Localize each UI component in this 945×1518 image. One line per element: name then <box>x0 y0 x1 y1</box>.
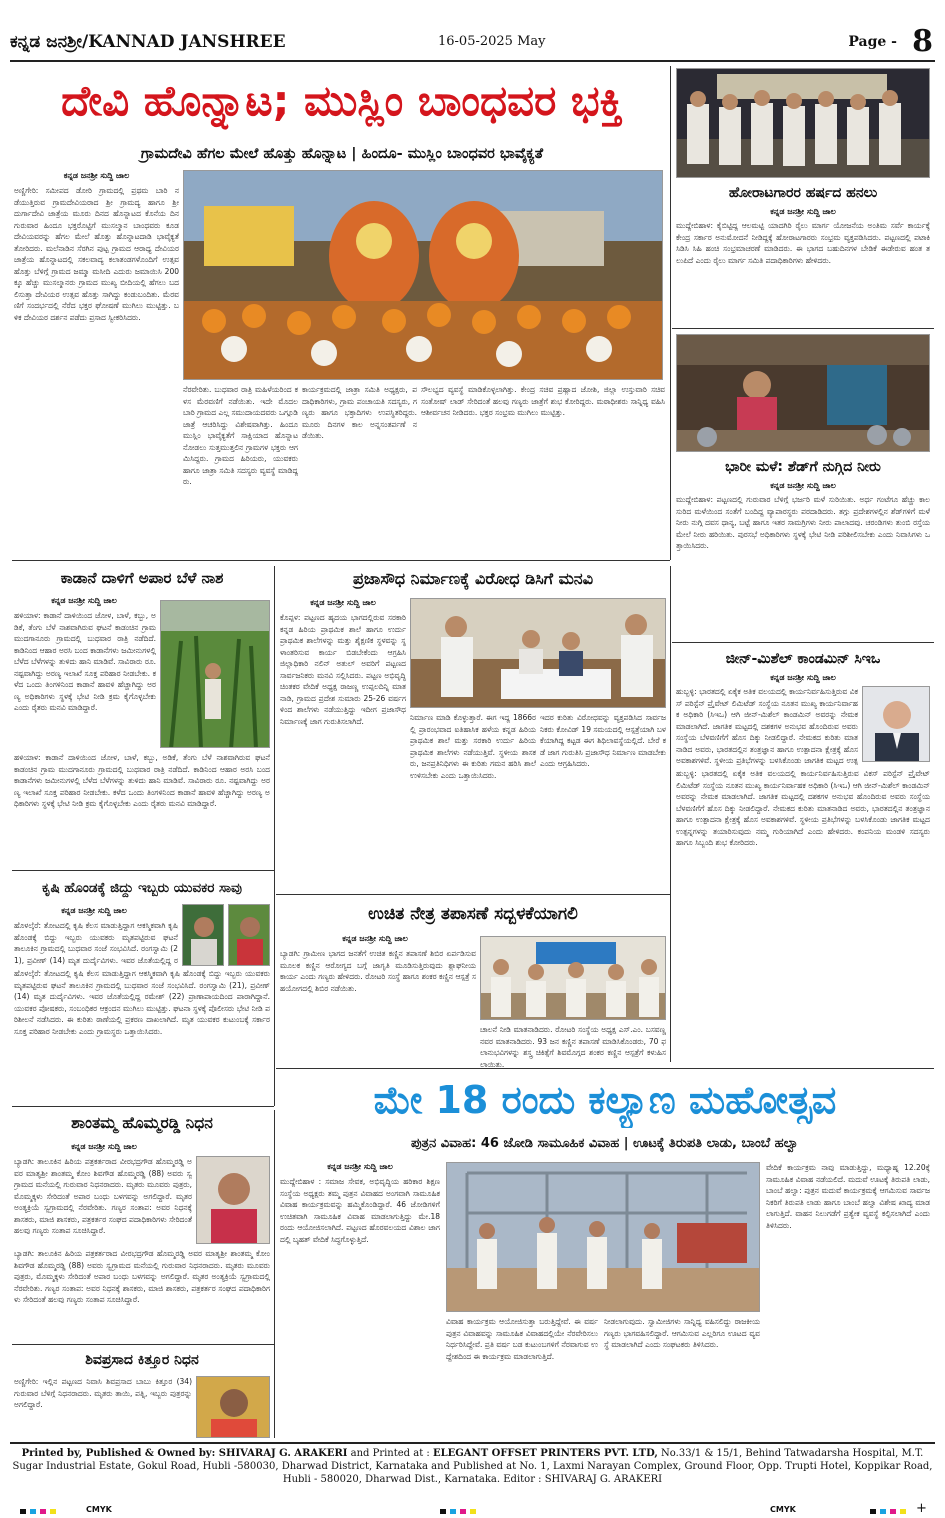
kalyana-column-1: ಮುದ್ದೇಬಿಹಾಳ : ಸಮಾಜ ಸೇವಕ, ಅಭಿವೃದ್ಧಿಯ ಹರಿಕಾರ ಶಿಕ್ಷಣ ಸಂಸ್ಥೆಯ ಅಧ್ಯಕ್ಷರು ತಮ್ಮ ಪುತ್ರನ ವಿವಾಹದ ಅಂಗವಾಗಿ ಸಾಮೂಹಿಕ ವಿವಾಹ ಕಾರ್ಯಕ್ರಮವನ್ನು ಹಮ್ಮಿಕೊಂಡಿದ್ದಾರೆ. 46 ಜೋಡಿಗಳಿಗೆ ಉಚಿತವಾಗಿ ಸಾಮೂಹಿಕ ವಿವಾಹ ಮಾಡಲಾಗುತ್ತಿದ್ದು ಮೇ.18 ರಂದು ಆಯೋಜಿಸಲಾಗಿದೆ. ಪಟ್ಟಣದ ಹೊರವಲಯದ ವಿಶಾಲ ಜಾಗದಲ್ಲಿ ಬೃಹತ್ ವೇದಿಕೆ ಸಿದ್ಧಗೊಳ್ಳುತ್ತಿದೆ. <box>280 1177 440 1244</box>
ceo-body: ಹುಬ್ಬಳ್ಳಿ: ಭಾರತದಲ್ಲಿ ಏಕೈಕ ಅತಿಕ ವಲಯದಲ್ಲಿ ಕಾರ್ಯನಿರ್ವಹಿಸುತ್ತಿರುವ ವಿಕಸ್ ಪರಿಸ್ಟೆನ್ ಪ್ರೈವೇಟ್ ಲಿಮಿಟೆಡ್ ಸಂಸ್ಥೆಯ ನೂತನ ಮುಖ್ಯ ಕಾರ್ಯನಿರ್ವಾಹಕ ಅಧಿಕಾರಿ (ಸಿಇಒ) ಆಗಿ ಜೀನ್-ಮಿಶೆಲ್ ಕಾಂಡಮಿನ್ ಅವರನ್ನು ನೇಮಕ ಮಾಡಲಾಗಿದೆ. ಜಾಗತಿಕ ಮಟ್ಟದಲ್ಲಿ ದಶಕಗಳ ಅನುಭವ ಹೊಂದಿರುವ ಅವರು ಸಂಸ್ಥೆಯ ಬೆಳವಣಿಗೆಗೆ ಹೊಸ ದಿಕ್ಕು ನೀಡಲಿದ್ದಾರೆ. ನೇಮಕದ ಕುರಿತು ಮಾತನಾಡಿದ ಅವರು, ಭಾರತದಲ್ಲಿನ ತಂತ್ರಜ್ಞಾನ ಹಾಗೂ ಉತ್ಪಾದನಾ ಕ್ಷೇತ್ರಕ್ಕೆ ಹೊಸ ಅವಕಾಶಗಳಿವೆ. ಸ್ಥಳೀಯ ಪ್ರತಿಭೆಗಳನ್ನು ಬಳಸಿಕೊಂಡು ಜಾಗತಿಕ ಮಟ್ಟದ ಉತ್ಪ <box>676 687 858 765</box>
lead-subhead: ಗ್ರಾಮದೇವಿ ಹೆಗಲ ಮೇಲೆ ಹೊತ್ತು ಹೊನ್ನಾಟ | ಹಿಂದೂ- ಮುಸ್ಲಿಂ ಬಾಂಧವರ ಭಾವೈಕ್ಯತೆ <box>140 146 544 162</box>
obit-2-headline: ಶಿವಪ್ರಸಾದ ಕಿತ್ತೂರ ನಿಧನ <box>85 1352 199 1368</box>
reg-square <box>890 1509 896 1514</box>
kalyana-column-2: ವಿವಾಹ ಕಾರ್ಯಕ್ರಮ ಆಯೋಜಿಸುತ್ತಾ ಬರುತ್ತಿದ್ದೇವೆ. ಈ ವರ್ಷ ಪುತ್ರನ ವಿವಾಹವನ್ನು ಸಾಮೂಹಿಕ ವಿವಾಹದಲ್ಲಿಯೇ ನೆರವೇರಿಸಲು ನಿರ್ಧರಿಸಿದ್ದೇವೆ. ಪ್ರತಿ ವರ್ಷ ಬಡ ಕುಟುಂಬಗಳಿಗೆ ನೆರವಾಗುವ ಉದ್ದೇಶದಿಂದ ಈ ಕಾರ್ಯಕ್ರಮ ಮಾಡಲಾಗುತ್ತಿದೆ. <box>446 1317 598 1361</box>
crop-body: ಹಳಿಯಾಳ: ಕಾಡಾನೆ ದಾಳಿಯಿಂದ ಜೋಳ, ಬಾಳೆ, ಕಬ್ಬು, ಅಡಿಕೆ, ತೆಂಗು ಬೆಳೆ ನಾಶವಾಗಿರುವ ಘಟನೆ ಕಾಡಂಚಿನ ಗ್ರಾಮ ಮುದಗಾನೂರು ಗ್ರಾಮದಲ್ಲಿ ಬುಧವಾರ ರಾತ್ರಿ ನಡೆದಿದೆ. ಕಾಡಿನಿಂದ ಆಹಾರ ಅರಸಿ ಬಂದ ಕಾಡಾನೆಗಳು ಜಮೀನುಗಳಲ್ಲಿ ಬೆಳೆದ ಬೆಳೆಗಳನ್ನು ತುಳಿದು ಹಾನಿ ಮಾಡಿವೆ. ಸಾವಿರಾರು ರೂ. ನಷ್ಟವಾಗಿದ್ದು ಅರಣ್ಯ ಇಲಾಖೆ ಸೂಕ್ತ ಪರಿಹಾರ ನೀಡಬೇಕು. ಕಳೆದ ಒಂದು ತಿಂಗಳಿನಿಂದ ಕಾಡಾನೆ ಹಾವಳಿ ಹೆಚ್ಚಾಗಿದ್ದು ಅರಣ್ಯ ಅಧಿಕಾರಿಗಳು ಸ್ಥಳಕ್ಕೆ ಭೇಟಿ ನೀಡಿ ಕ್ರಮ ಕೈಗೊಳ್ಳಬೇಕು ಎಂದು ರೈತರು ಮನವಿ ಮಾಡಿದ್ದಾರೆ. <box>14 611 156 712</box>
reg-square <box>880 1509 886 1514</box>
kalyana-column-3: ನೀಡಲಾಗುವುದು. ಸ್ವಾಮೀಜಿಗಳು ಸಾನ್ನಿಧ್ಯ ವಹಿಸಲಿದ್ದು ರಾಜಕೀಯ ಗಣ್ಯರು ಭಾಗವಹಿಸಲಿದ್ದಾರೆ. ಆಗಮಿಸುವ ಎಲ್ಲರಿಗೂ ಊಟದ ವ್ಯವಸ್ಥೆ ಮಾಡಲಾಗಿದೆ ಎಂದು ಸಂಘಟಕರು ತಿಳಿಸಿದರು. <box>604 1317 760 1349</box>
obit-1-byline: ಕನ್ನಡ ಜನಶ್ರೀ ಸುದ್ದಿ ಜಾಲ <box>71 1142 137 1151</box>
rain-body: ಮುದ್ದೇಬಿಹಾಳ: ಪಟ್ಟಣದಲ್ಲಿ ಗುರುವಾರ ಬೆಳಿಗ್ಗೆ ಭರ್ಜರಿ ಮಳೆ ಸುರಿಯಿತು. ಅರ್ಧ ಗಂಟೆಗೂ ಹೆಚ್ಚು ಕಾಲ ಸುರಿದ ಮಳೆಯಿಂದ ಸಂತೆಗೆ ಬಂದಿದ್ದ ವ್ಯಾಪಾರಸ್ಥರು ಪರದಾಡಿದರು. ತಗ್ಗು ಪ್ರದೇಶಗಳಲ್ಲಿನ ಶೆಡ್‌ಗಳಿಗೆ ಮಳೆ ನೀರು ನುಗ್ಗಿ ದವಸ ಧಾನ್ಯ, ಬಟ್ಟೆ ಹಾಗೂ ಇತರ ಸಾಮಗ್ರಿಗಳು ನೀರು ಪಾಲಾದವು. ಚರಂಡಿಗಳು ತುಂಬಿ ರಸ್ತೆಯ ಮೇಲೆ ನೀರು ಹರಿಯಿತು. ಪುರಸಭೆ ಅಧಿಕಾರಿಗಳು ಸ್ಥಳಕ್ಕೆ ಭೇಟಿ ನೀಡಿ ಪರಿಶೀಲಿಸಬೇಕು ಎಂದು ನಿವಾಸಿಗಳು ಒತ್ತಾಯಿಸಿದರು. <box>676 495 930 550</box>
obit-1-body-text: ಬ್ಯಾಡಗಿ: ತಾಲೂಕಿನ ಹಿರಿಯ ಪತ್ರಕರ್ತರಾದ ವೀರಭದ್ರಗೌಡ ಹೊಮ್ಮರಡ್ಡಿ ಅವರ ಮಾತೃಶ್ರೀ ಶಾಂತಮ್ಮ ಕೋಂ ಶಿವಗೌಡ ಹೊಮ್ಮರಡ್ಡಿ (88) ಅವರು ಸ್ವಗ್ರಾಮದ ಮನೆಯಲ್ಲಿ ಗುರುವಾರ ನಿಧನರಾದರು. ಮೃತರು ಮೂವರು ಪುತ್ರರು, ಮೊಮ್ಮಕ್ಕಳು ಸೇರಿದಂತೆ ಅಪಾರ ಬಂಧು ಬಳಗವನ್ನು ಅಗಲಿದ್ದಾರೆ. ಮೃತರ ಅಂತ್ಯಕ್ರಿಯೆ ಸ್ವಗ್ರಾಮದಲ್ಲಿ ನೆರವೇರಿತು. ಗಣ್ಯರ ಸಂತಾಪ: ಅವರ ನಿಧನಕ್ಕೆ ಶಾಸಕರು, ಮಾಜಿ ಶಾಸಕರು, ಪತ್ರಕರ್ತರ ಸಂಘದ ಪದಾಧಿಕಾರಿಗಳು ಸೇರಿದಂತೆ ಹಲವು ಗಣ್ಯರು ಸಂತಾಪ ಸೂಚಿಸಿದ್ದಾರೆ. <box>14 1249 270 1304</box>
lead-column-2: ನೆರವೇರಿತು. ಬುಧವಾರ ರಾತ್ರಿ ಮಹಿಳೆಯರಿಂದ ಕಳಸ ಮೆರವಣಿಗೆ ನಡೆಯಿತು. ಇದೇ ಮೊದಲ ಬಾರಿ ಗ್ರಾಮದ ಎಲ್ಲ ಸಮುದಾಯದವರು ಒಗ್ಗೂಡಿ ಜಾತ್ರೆ ಆಚರಿಸಿದ್ದು ವಿಶೇಷವಾಗಿತ್ತು. ಹಿಂದೂ ಮುಸ್ಲಿಂ ಭಾವೈಕ್ಯತೆಗೆ ಸಾಕ್ಷಿಯಾದ ಹೊನ್ನಾಟ ನೋಡಲು ಸುತ್ತಮುತ್ತಲಿನ ಗ್ರಾಮಗಳ ಭಕ್ತರು ಆಗಮಿಸಿದ್ದರು. ಗ್ರಾಮದ ಹಿರಿಯರು, ಯುವಕರು ಹಾಗೂ ಜಾತ್ರಾ ಸಮಿತಿ ಸದಸ್ಯರು ವ್ಯವಸ್ಥೆ ಮಾಡಿದ್ದರು. <box>183 385 298 486</box>
reg-square <box>50 1509 56 1514</box>
eye-photo <box>480 936 666 1020</box>
lead-column-3: ಕಾರ್ಯಕ್ರಮದಲ್ಲಿ ಜಾತ್ರಾ ಸಮಿತಿ ಅಧ್ಯಕ್ಷರು, ಪದಾಧಿಕಾರಿಗಳು, ಗ್ರಾಮ ಪಂಚಾಯತಿ ಸದಸ್ಯರು, ಗಣ್ಯರು ಹಾಗೂ ಭಕ್ತಾದಿಗಳು ಉಪಸ್ಥಿತರಿದ್ದರು. ಮೂರು ದಿನಗಳ ಕಾಲ ಅನ್ನಸಂತರ್ಪಣೆ ನಡೆಯಿತು. <box>302 385 417 440</box>
protest-photo <box>676 68 930 178</box>
print-line <box>10 1442 935 1496</box>
section-divider <box>276 894 670 895</box>
section-divider <box>12 1106 274 1107</box>
section-divider <box>672 642 934 643</box>
deaths-photo-1 <box>182 904 224 966</box>
ceo-byline: ಕನ್ನಡ ಜನಶ್ರೀ ಸುದ್ದಿ ಜಾಲ <box>770 673 836 682</box>
crop-headline: ಕಾಡಾನೆ ದಾಳಿಗೆ ಅಪಾರ ಬೆಳೆ ನಾಶ <box>60 569 224 587</box>
section-divider <box>276 1068 934 1069</box>
crop-photo <box>160 600 270 748</box>
column-divider <box>670 566 671 1062</box>
column-divider <box>274 566 275 1106</box>
soudha-column-3: ಇದರ ಕುರಿತು ವಿರೋಧವನ್ನು ವ್ಯಕ್ತಪಡಿಸಿದ ಸಾರ್ವಜನಿಕರು ಕೋವಿಡ್ 19 ಸಮಯದಲ್ಲಿ ಆಸ್ಪತ್ರೆಯಾಗಿ ಬಳಕೆಯಾಗಿದ್ದ ಕಟ್ಟಡ ಈಗ ಶಿಥಿಲಾವಸ್ಥೆಯಲ್ಲಿದೆ. ಬೇರೆ ಕಡೆ ಜಾಗ ಗುರುತಿಸಿ ಪ್ರಜಾಸೌಧ ನಿರ್ಮಾಣ ಮಾಡಬೇಕು ಎಂದು ಆಗ್ರಹಿಸಿದರು. <box>540 713 666 768</box>
obit-2-portrait <box>196 1376 270 1438</box>
obit-1-portrait <box>196 1156 270 1244</box>
masthead <box>10 24 935 62</box>
rain-headline: ಭಾರೀ ಮಳೆ: ಶೆಡ್‌ಗೆ ನುಗ್ಗಿದ ನೀರು <box>725 459 881 475</box>
protest-byline: ಕನ್ನಡ ಜನಶ್ರೀ ಸುದ್ದಿ ಜಾಲ <box>770 207 836 216</box>
ceo-body-cont <box>676 768 930 1064</box>
protest-body: ಮುದ್ದೇಬಿಹಾಳ: ಕೈಬಿಟ್ಟಿದ್ದ ಆಲಮಟ್ಟಿ ಯಾದಗಿರಿ ರೈಲು ಮಾರ್ಗ ಯೋಜನೆಯ ಅಂತಿಮ ಸರ್ವೆ ಕಾರ್ಯಕ್ಕೆ ಕೇಂದ್ರ ಸರ್ಕಾರ ಅನುಮೋದನೆ ನೀಡಿದ್ದಕ್ಕೆ ಹೋರಾಟಗಾರರು ಸಂಭ್ರಮ ವ್ಯಕ್ತಪಡಿಸಿದರು. ಪಟ್ಟಣದಲ್ಲಿ ಪಟಾಕಿ ಸಿಡಿಸಿ ಸಿಹಿ ಹಂಚಿ ಸಂಭ್ರಮಾಚರಣೆ ಮಾಡಿದರು. ಈ ಭಾಗದ ಬಹುದಿನಗಳ ಬೇಡಿಕೆ ಈಡೇರುವ ಹಂತ ತಲುಪಿದೆ ಎಂದು ರೈಲು ಮಾರ್ಗ ಸಮಿತಿ ಪದಾಧಿಕಾರಿಗಳು ಹೇಳಿದರು. <box>676 221 930 265</box>
kalyana-subhead: ಪುತ್ರನ ವಿವಾಹ: 46 ಜೋಡಿ ಸಾಮೂಹಿಕ ವಿವಾಹ | ಊಟಕ್ಕೆ ತಿರುಪತಿ ಲಾಡು, ಬಾಂಬೆ ಹಲ್ವಾ <box>411 1136 799 1151</box>
deaths-body-cont <box>14 968 270 1102</box>
reg-square <box>40 1509 46 1514</box>
section-divider <box>12 870 274 871</box>
kalyana-byline: ಕನ್ನಡ ಜನಶ್ರೀ ಸುದ್ದಿ ಜಾಲ <box>327 1162 393 1171</box>
page-label: Page - <box>848 34 897 50</box>
reg-square <box>460 1509 466 1514</box>
eye-headline: ಉಚಿತ ನೇತ್ರ ತಪಾಸಣೆ ಸದ್ಬಳಕೆಯಾಗಲಿ <box>368 904 578 924</box>
reg-square <box>440 1509 446 1514</box>
eye-column-1: ಬ್ಯಾಡಗಿ: ಗ್ರಾಮೀಣ ಭಾಗದ ಜನತೆಗೆ ಉಚಿತ ಕಣ್ಣಿನ ತಪಾಸಣೆ ಶಿಬಿರ ಏರ್ಪಡಿಸುವ ಮೂಲಕ ಕಣ್ಣಿನ ಆರೋಗ್ಯದ ಬಗ್ಗೆ ಜಾಗೃತಿ ಮೂಡಿಸುತ್ತಿರುವುದು ಶ್ಲಾಘನೀಯ ಕಾರ್ಯ ಎಂದು ಗಣ್ಯರು ಹೇಳಿದರು. ರೋಟರಿ ಸಂಸ್ಥೆ ಹಾಗೂ ಶಂಕರ ಕಣ್ಣಿನ ಆಸ್ಪತ್ರೆ ಸಹಯೋಗದಲ್ಲಿ ಶಿಬಿರ ನಡೆಯಿತು. <box>280 949 476 993</box>
festival-procession-image <box>184 171 663 380</box>
ceo-headline: ಜೀನ್-ಮಿಶೆಲ್ ಕಾಂಡಮಿನ್ ಸಿಇಒ <box>725 651 881 667</box>
cmyk-label-left: CMYK <box>86 1505 112 1514</box>
reg-square <box>900 1509 906 1514</box>
crop-body-cont <box>14 752 270 866</box>
reg-square <box>20 1509 26 1514</box>
issue-date: 16-05-2025 May <box>438 34 546 49</box>
section-divider <box>672 328 934 329</box>
crop-mark-icon: + <box>916 1501 927 1516</box>
deaths-body: ಹೊಳಲ್ಕೆರೆ: ತೋಟದಲ್ಲಿ ಕೃಷಿ ಕೆಲಸ ಮಾಡುತ್ತಿದ್ದಾಗ ಆಕಸ್ಮಿಕವಾಗಿ ಕೃಷಿ ಹೊಂಡಕ್ಕೆ ಬಿದ್ದು ಇಬ್ಬರು ಯುವಕರು ಮೃತಪಟ್ಟಿರುವ ಘಟನೆ ತಾಲೂಕಿನ ಗ್ರಾಮದಲ್ಲಿ ಬುಧವಾರ ಸಂಜೆ ಸಂಭವಿಸಿದೆ. ರಂಗಸ್ವಾಮಿ (21), ಪ್ರವೀಣ್ (14) ಮೃತ ದುರ್ದೈವಿಗಳು. ಇವರ ಜೊತೆಯಲ್ಲಿದ್ದ ರ <box>14 921 178 965</box>
obit-1-body-cont <box>14 1248 270 1340</box>
deaths-byline: ಕನ್ನಡ ಜನಶ್ರೀ ಸುದ್ದಿ ಜಾಲ <box>61 906 127 915</box>
kalyana-photo <box>446 1162 760 1312</box>
deaths-photo-2 <box>228 904 270 966</box>
crop-byline: ಕನ್ನಡ ಜನಶ್ರೀ ಸುದ್ದಿ ಜಾಲ <box>51 596 117 605</box>
print-line-3: Hubli - 580020, Dharwad Dist., Karnataka. Editor : SHIVARAJ G. ARAKERI <box>282 1474 663 1485</box>
reg-square <box>450 1509 456 1514</box>
column-divider <box>670 66 671 560</box>
page-number: 8 <box>912 24 933 59</box>
protest-headline: ಹೋರಾಟಗಾರರ ಹರ್ಷದ ಹನಲು <box>728 185 878 201</box>
rain-photo <box>676 334 930 452</box>
deaths-headline: ಕೃಷಿ ಹೊಂಡಕ್ಕೆ ಜಿದ್ದು ಇಬ್ಬರು ಯುವಕರ ಸಾವು <box>42 880 242 896</box>
section-divider <box>12 1344 274 1345</box>
kalyana-column-4: ವೇದಿಕೆ ಕಾರ್ಯಕ್ರಮ ನಾವು ಮಾಡುತ್ತಿದ್ದು, ಮಧ್ಯಾಹ್ನ 12.20ಕ್ಕೆ ಸಾಮೂಹಿಕ ವಿವಾಹ ನಡೆಯಲಿದೆ. ಮದುವೆ ಊಟಕ್ಕೆ ತಿರುಪತಿ ಲಾಡು, ಬಾಂಬೆ ಹಲ್ವಾ: ಪುತ್ರನ ಮದುವೆ ಕಾರ್ಯಕ್ರಮಕ್ಕೆ ಆಗಮಿಸುವ ಸಾರ್ವಜನಿಕರಿಗೆ ತಿರುಪತಿ ಲಾಡು ಹಾಗೂ ಬಾಂಬೆ ಹಲ್ವಾ ವಿಶೇಷ ಖಾದ್ಯ ಮಾಡಲಾಗುತ್ತಿದೆ. ವಾಹನ ನಿಲುಗಡೆಗೆ ಪ್ರತ್ಯೇಕ ವ್ಯವಸ್ಥೆ ಕಲ್ಪಿಸಲಾಗಿದೆ ಎಂದು ತಿಳಿಸಿದರು. <box>766 1163 930 1230</box>
print-line-1: Printed by, Published & Owned by: SHIVARAJ G. ARAKERI and Printed at : ELEGANT OFFSET PRINTERS PVT. LTD, No.33/1 & 15/1, Behind Tatwadarsha Hospital, M.T. <box>21 1448 924 1459</box>
ceo-portrait <box>862 686 930 762</box>
lead-column-4: ಸೌಲಭ್ಯದ ವ್ಯವಸ್ಥೆ ಮಾಡಿಕೊಳ್ಳಲಾಗಿತ್ತು. ಕೇಂದ್ರ ಸಚಿವ ಪ್ರಹ್ಲಾದ ಜೋಶಿ, ಜಿಲ್ಲಾ ಉಸ್ತುವಾರಿ ಸಚಿವ ಸಂತೋಷ್ ಲಾಡ್ ಸೇರಿದಂತೆ ಹಲವು ಗಣ್ಯರು ಜಾತ್ರೆಗೆ ಶುಭ ಕೋರಿದ್ದರು. ಮಠಾಧೀಶರು ಸಾನ್ನಿಧ್ಯ ವಹಿಸಿ ಆಶೀರ್ವಚನ ನೀಡಿದರು. ಭಕ್ತರ ಸಂಭ್ರಮ ಮುಗಿಲು ಮುಟ್ಟಿತ್ತು. <box>421 385 665 417</box>
soudha-byline: ಕನ್ನಡ ಜನಶ್ರೀ ಸುದ್ದಿ ಜಾಲ <box>310 598 376 607</box>
soudha-column-1: ಕೊಪ್ಪಳ: ಪಟ್ಟಣದ ಹೃದಯ ಭಾಗದಲ್ಲಿರುವ ಸರಕಾರಿ ಕನ್ನಡ ಹಿರಿಯ ಪ್ರಾಥಮಿಕ ಶಾಲೆ ಹಾಗೂ ಉರ್ದು ಪ್ರಾಥಮಿಕ ಶಾಲೆಗಳನ್ನು ಮತ್ತು ಶೈಕ್ಷಣಿಕ ಸ್ಥಳವನ್ನು ಸ್ಥಳಾಂತರಿಸುವ ಕಾರ್ಯ ಬಿಡಬೇಕೆಂದು ಆಗ್ರಹಿಸಿ ಜಿಲ್ಲಾಧಿಕಾರಿ ನಲಿನ್ ಅತುಲ್ ಅವರಿಗೆ ಪಟ್ಟಣದ ಸಾರ್ವಜನಿಕರು ಮನವಿ ಸಲ್ಲಿಸಿದರು. ಪಟ್ಟಣ ಅಭಿವೃದ್ಧಿ ಚಿಂತಕರ ವೇದಿಕೆ ಅಧ್ಯಕ್ಷ ರಾಜಣ್ಣ ಉಪ್ಪಲದಿನ್ನಿ ಮಾತನಾಡಿ, ಗ್ರಾಮದ ಪ್ರದೇಶ ಸುಮಾರು 25-26 ವರ್ಷಗಳಿಂದ ಶಾಲೆಗಳು ನಡೆಯುತ್ತಿದ್ದು ಇದೀಗ ಪ್ರಜಾಸೌಧ ನಿರ್ಮಾಣಕ್ಕೆ ಜಾಗ ಗುರುತಿಸಲಾಗಿದೆ. <box>280 613 406 726</box>
lead-photo <box>183 170 663 380</box>
obit-1-body: ಬ್ಯಾಡಗಿ: ತಾಲೂಕಿನ ಹಿರಿಯ ಪತ್ರಕರ್ತರಾದ ವೀರಭದ್ರಗೌಡ ಹೊಮ್ಮರಡ್ಡಿ ಅವರ ಮಾತೃಶ್ರೀ ಶಾಂತಮ್ಮ ಕೋಂ ಶಿವಗೌಡ ಹೊಮ್ಮರಡ್ಡಿ (88) ಅವರು ಸ್ವಗ್ರಾಮದ ಮನೆಯಲ್ಲಿ ಗುರುವಾರ ನಿಧನರಾದರು. ಮೃತರು ಮೂವರು ಪುತ್ರರು, ಮೊಮ್ಮಕ್ಕಳು ಸೇರಿದಂತೆ ಅಪಾರ ಬಂಧು ಬಳಗವನ್ನು ಅಗಲಿದ್ದಾರೆ. ಮೃತರ ಅಂತ್ಯಕ್ರಿಯೆ ಸ್ವಗ್ರಾಮದಲ್ಲಿ ನೆರವೇರಿತು. ಗಣ್ಯರ ಸಂತಾಪ: ಅವರ ನಿಧನಕ್ಕೆ ಶಾಸಕರು, ಮಾಜಿ ಶಾಸಕರು, ಪತ್ರಕರ್ತರ ಸಂಘದ ಪದಾಧಿಕಾರಿಗಳು ಸೇರಿದಂತೆ ಹಲವು ಗಣ್ಯರು ಸಂತಾಪ ಸೂಚಿಸಿದ್ದಾರೆ. <box>14 1157 192 1235</box>
kalyana-headline: ಮೇ 18 ರಂದು ಕಲ್ಯಾಣ ಮಹೋತ್ಸವ <box>373 1078 837 1122</box>
lead-byline: ಕನ್ನಡ ಜನಶ್ರೀ ಸುದ್ದಿ ಜಾಲ <box>63 171 130 180</box>
reg-square <box>470 1509 476 1514</box>
lead-headline: ದೇವಿ ಹೊನ್ನಾಟ; ಮುಸ್ಲಿಂ ಬಾಂಧವರ ಭಕ್ತಿ <box>61 76 623 125</box>
crop-body-text: ಹಳಿಯಾಳ: ಕಾಡಾನೆ ದಾಳಿಯಿಂದ ಜೋಳ, ಬಾಳೆ, ಕಬ್ಬು, ಅಡಿಕೆ, ತೆಂಗು ಬೆಳೆ ನಾಶವಾಗಿರುವ ಘಟನೆ ಕಾಡಂಚಿನ ಗ್ರಾಮ ಮುದಗಾನೂರು ಗ್ರಾಮದಲ್ಲಿ ಬುಧವಾರ ರಾತ್ರಿ ನಡೆದಿದೆ. ಕಾಡಿನಿಂದ ಆಹಾರ ಅರಸಿ ಬಂದ ಕಾಡಾನೆಗಳು ಜಮೀನುಗಳಲ್ಲಿ ಬೆಳೆದ ಬೆಳೆಗಳನ್ನು ತುಳಿದು ಹಾನಿ ಮಾಡಿವೆ. ಸಾವಿರಾರು ರೂ. ನಷ್ಟವಾಗಿದ್ದು ಅರಣ್ಯ ಇಲಾಖೆ ಸೂಕ್ತ ಪರಿಹಾರ ನೀಡಬೇಕು. ಕಳೆದ ಒಂದು ತಿಂಗಳಿನಿಂದ ಕಾಡಾನೆ ಹಾವಳಿ ಹೆಚ್ಚಾಗಿದ್ದು ಅರಣ್ಯ ಅಧಿಕಾರಿಗಳು ಸ್ಥಳಕ್ಕೆ ಭೇಟಿ ನೀಡಿ ಕ್ರಮ ಕೈಗೊಳ್ಳಬೇಕು ಎಂದು ರೈತರು ಮನವಿ ಮಾಡಿದ್ದಾರೆ. <box>14 753 270 808</box>
rain-byline: ಕನ್ನಡ ಜನಶ್ರೀ ಸುದ್ದಿ ಜಾಲ <box>770 481 836 490</box>
obit-1-headline: ಶಾಂತಮ್ಮ ಹೊಮ್ಮರಡ್ಡಿ ನಿಧನ <box>71 1114 213 1132</box>
soudha-headline: ಪ್ರಜಾಸೌಧ ನಿರ್ಮಾಣಕ್ಕೆ ವಿರೋಧ ಡಿಸಿಗೆ ಮನವಿ <box>352 569 594 588</box>
print-line-2: Sugar Industrial Estate, Gokul Road, Hubli -580030, Dharwad District, Karnataka and Published at No. 1, Laxmi Narayan Complex, Ground Floor, Opp. Trupti Hotel, Koppikar Road, <box>12 1461 933 1472</box>
reg-square <box>870 1509 876 1514</box>
eye-byline: ಕನ್ನಡ ಜನಶ್ರೀ ಸುದ್ದಿ ಜಾಲ <box>342 934 408 943</box>
deaths-body-text: ಹೊಳಲ್ಕೆರೆ: ತೋಟದಲ್ಲಿ ಕೃಷಿ ಕೆಲಸ ಮಾಡುತ್ತಿದ್ದಾಗ ಆಕಸ್ಮಿಕವಾಗಿ ಕೃಷಿ ಹೊಂಡಕ್ಕೆ ಬಿದ್ದು ಇಬ್ಬರು ಯುವಕರು ಮೃತಪಟ್ಟಿರುವ ಘಟನೆ ತಾಲೂಕಿನ ಗ್ರಾಮದಲ್ಲಿ ಬುಧವಾರ ಸಂಜೆ ಸಂಭವಿಸಿದೆ. ರಂಗಸ್ವಾಮಿ (21), ಪ್ರವೀಣ್ (14) ಮೃತ ದುರ್ದೈವಿಗಳು. ಇವರ ಜೊತೆಯಲ್ಲಿದ್ದ ರಮೇಶ್ (22) ಪ್ರಾಣಾಪಾಯದಿಂದ ಪಾರಾಗಿದ್ದಾನೆ. ಯುವಕರ ಪೋಷಕರು, ಸಂಬಂಧಿಕರ ಆಕ್ರಂದನ ಮುಗಿಲು ಮುಟ್ಟಿತ್ತು. ಘಟನಾ ಸ್ಥಳಕ್ಕೆ ಪೊಲೀಸರು ಭೇಟಿ ನೀಡಿ ಪರಿಶೀಲನೆ ನಡೆಸಿದರು. ಈ ಕುರಿತು ಠಾಣೆಯಲ್ಲಿ ಪ್ರಕರಣ ದಾಖಲಾಗಿದೆ. ಮೃತ ಯುವಕರ ಕುಟುಂಬಕ್ಕೆ ಸರ್ಕಾರ ಸೂಕ್ತ ಪರಿಹಾರ ನೀಡಬೇಕು ಎಂದು ಗ್ರಾಮಸ್ಥರು ಒತ್ತಾಯಿಸಿದರು. <box>14 969 270 1036</box>
obit-2-body: ಅಣ್ಣಿಗೇರಿ: ಇಲ್ಲಿನ ಪಟ್ಟಣದ ನಿವಾಸಿ ಶಿವಪ್ರಸಾದ ಬಾಬು ಕಿತ್ತೂರ (34) ಗುರುವಾರ ಬೆಳಿಗ್ಗೆ ನಿಧನರಾದರು. ಮೃತರು ತಾಯಿ, ಪತ್ನಿ, ಇಬ್ಬರು ಪುತ್ರರನ್ನು ಅಗಲಿದ್ದಾರೆ. <box>14 1377 192 1409</box>
ceo-body-text: ಹುಬ್ಬಳ್ಳಿ: ಭಾರತದಲ್ಲಿ ಏಕೈಕ ಅತಿಕ ವಲಯದಲ್ಲಿ ಕಾರ್ಯನಿರ್ವಹಿಸುತ್ತಿರುವ ವಿಕಸ್ ಪರಿಸ್ಟೆನ್ ಪ್ರೈವೇಟ್ ಲಿಮಿಟೆಡ್ ಸಂಸ್ಥೆಯ ನೂತನ ಮುಖ್ಯ ಕಾರ್ಯನಿರ್ವಾಹಕ ಅಧಿಕಾರಿ (ಸಿಇಒ) ಆಗಿ ಜೀನ್-ಮಿಶೆಲ್ ಕಾಂಡಮಿನ್ ಅವರನ್ನು ನೇಮಕ ಮಾಡಲಾಗಿದೆ. ಜಾಗತಿಕ ಮಟ್ಟದಲ್ಲಿ ದಶಕಗಳ ಅನುಭವ ಹೊಂದಿರುವ ಅವರು ಸಂಸ್ಥೆಯ ಬೆಳವಣಿಗೆಗೆ ಹೊಸ ದಿಕ್ಕು ನೀಡಲಿದ್ದಾರೆ. ನೇಮಕದ ಕುರಿತು ಮಾತನಾಡಿದ ಅವರು, ಭಾರತದಲ್ಲಿನ ತಂತ್ರಜ್ಞಾನ ಹಾಗೂ ಉತ್ಪಾದನಾ ಕ್ಷೇತ್ರಕ್ಕೆ ಹೊಸ ಅವಕಾಶಗಳಿವೆ. ಸ್ಥಳೀಯ ಪ್ರತಿಭೆಗಳನ್ನು ಬಳಸಿಕೊಂಡು ಜಾಗತಿಕ ಮಟ್ಟದ ಉತ್ಪನ್ನಗಳನ್ನು ತಯಾರಿಸುವುದು ನಮ್ಮ ಗುರಿಯಾಗಿದೆ ಎಂದು ಹೇಳಿದರು. ಕಂಪನಿಯ ಮಂಡಳಿ ಸದಸ್ಯರು ಹಾಗೂ ಸಿಬ್ಬಂದಿ ಶುಭ ಕೋರಿದರು. <box>676 769 930 847</box>
reg-square <box>30 1509 36 1514</box>
section-divider <box>12 560 670 561</box>
soudha-column-2: ನಿರ್ಮಾಣ ಮಾಡಿ ಕೊಳ್ಳುತ್ತಾರೆ. ಈಗ ಇದ್ದ 1866ರಲ್ಲಿ ಪ್ರಾರಂಭವಾದ ಐತಿಹಾಸಿಕ ಹಳೆಯ ಕನ್ನಡ ಹಿರಿಯ ಪ್ರಾಥಮಿಕ ಶಾಲೆ ಮತ್ತು ಸರಕಾರಿ ಉರ್ದು ಹಿರಿಯ ಪ್ರಾಥಮಿಕ ಶಾಲೆಗಳು ನಡೆಯುತ್ತಿವೆ. ಸ್ಥಳೀಯ ಶಾಸಕರು, ಜನಪ್ರತಿನಿಧಿಗಳು ಈ ಕುರಿತು ಗಮನ ಹರಿಸಿ ಶಾಲೆ ಉಳಿಸಬೇಕು ಎಂದು ಒತ್ತಾಯಿಸಿದರು. <box>410 713 536 780</box>
soudha-photo <box>410 598 666 708</box>
lead-column-1: ಅಣ್ಣಿಗೇರಿ: ಸಮೀಪದ ಡೋರಿ ಗ್ರಾಮದಲ್ಲಿ ಪ್ರಥಮ ಬಾರಿ ನಡೆಯುತ್ತಿರುವ ಗ್ರಾಮದೇವಿಯರಾದ ಶ್ರೀ ಗ್ರಾಮದ್ಯ ಹಾಗೂ ಶ್ರೀ ದುರ್ಗಾದೇವಿ ಜಾತ್ರೆಯ ಮೂರು ದಿನದ ಹೊನ್ನಾಟದ ಕೊನೆಯ ದಿನ ಗುರುವಾರ ಹಿಂದೂ ಭಕ್ತರೊಟ್ಟಿಗೆ ಮುಸಲ್ಮಾನ ಬಾಂಧವರು ಕೂಡ ದೇವಿಯವರನ್ನು ಹೆಗಲ ಮೇಲೆ ಹೊತ್ತು ಹೊನ್ನಾಟದಾಡಿ ಭಾವೈಕ್ಯತೆ ತೋರಿದರು. ಮಲೆನಾಡಿನ ಸೆರಗಿನ ಪುಟ್ಟ ಗ್ರಾಮದ ಆರಾಧ್ಯ ದೇವಿಯರ ಜಾತ್ರೆಯ ಹೊನ್ನಾಟದಲ್ಲಿ ಸಕಲವಾದ್ಯ ಕಲಾತಂಡಗಳೊಂದಿಗೆ ಉತ್ಸವ ಹೊತ್ತು ಬೆಳಿಗ್ಗೆ ಗ್ರಾಮದ ಜಮ್ಮಾ ಮಸೀದಿ ಎದುರು ಜಮಾಯಿಸಿ 200 ಕ್ಕೂ ಹೆಚ್ಚು ಮುಸಲ್ಮಾನರು ಗ್ರಾಮದ ಮುಖ್ಯ ಬೀದಿಯಲ್ಲಿ ಹೆಗಲು ಬದಲಿಸುತ್ತಾ ದೇವಿಯರ ಉತ್ಸವ ಹೊತ್ತು ಸಾಗಿದ್ದು ಕಂಡುಬಂದಿತು. ಮೆರವಣಿಗೆ ಸಂದರ್ಭದಲ್ಲಿ ನೆರೆದ ಭಕ್ತರ ಘೋಷಣೆ ಮುಗಿಲು ಮುಟ್ಟಿತ್ತು. ಬಳಿಕ ದೇವಿಯರ ದರ್ಶನ ಪಡೆದು ಪ್ರಸಾದ ಸ್ವೀಕರಿಸಿದರು. <box>14 186 179 322</box>
column-divider <box>274 1110 275 1438</box>
newspaper-brand: ಕನ್ನಡ ಜನಶ್ರೀ/KANNAD JANSHREE <box>10 32 286 52</box>
eye-column-2: ಚಾಲನೆ ನೀಡಿ ಮಾತನಾಡಿದರು. ರೋಟರಿ ಸಂಸ್ಥೆಯ ಅಧ್ಯಕ್ಷ ಎಸ್.ಎಂ. ಬಸವಣ್ಣನವರ ಮಾತನಾಡಿದರು. 93 ಜನ ಕಣ್ಣಿನ ತಪಾಸಣೆ ಮಾಡಿಸಿಕೊಂಡರು, 70 ಫಲಾನುಭವಿಗಳನ್ನು ಶಸ್ತ್ರ ಚಿಕಿತ್ಸೆಗೆ ಶಿವಮೊಗ್ಗದ ಶಂಕರ ಕಣ್ಣಿನ ಆಸ್ಪತ್ರೆಗೆ ಕಳುಹಿಸಲಾಯಿತು. <box>480 1025 666 1068</box>
registration-marks <box>10 1500 935 1518</box>
cmyk-label-right: CMYK <box>770 1505 796 1514</box>
